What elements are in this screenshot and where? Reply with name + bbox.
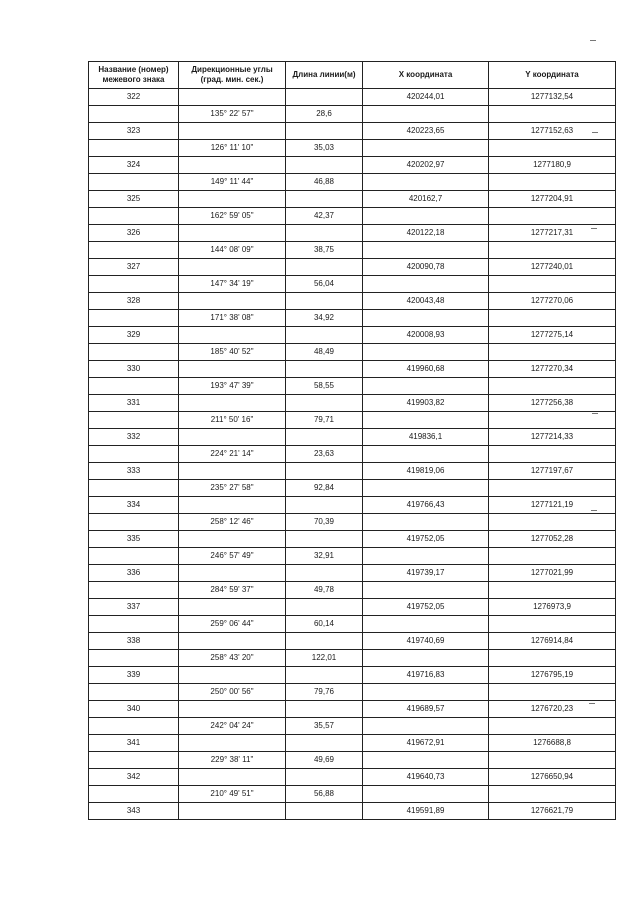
cell-length: 34,92 [286,310,363,327]
scan-mark [591,228,597,229]
cell-angle [179,191,286,208]
cell-num: 326 [89,225,179,242]
cell-y [489,106,616,123]
cell-x: 419672,91 [363,735,489,752]
table-row [89,463,616,480]
table-row [89,514,616,531]
cell-angle [179,395,286,412]
table-body [89,89,616,820]
cell-angle [179,327,286,344]
header-angle: Дирекционные углы (град. мин. сек.) [179,62,286,89]
cell-num: 340 [89,701,179,718]
cell-y: 1277270,06 [489,293,616,310]
cell-angle [179,225,286,242]
cell-num [89,616,179,633]
scan-mark [592,413,598,414]
cell-x: 420223,65 [363,123,489,140]
cell-num [89,208,179,225]
cell-x: 420090,78 [363,259,489,276]
cell-num: 336 [89,565,179,582]
cell-y: 1277052,28 [489,531,616,548]
cell-length [286,191,363,208]
cell-angle: 211° 50' 16" [179,412,286,429]
scan-mark [592,132,598,133]
cell-y: 1277121,19 [489,497,616,514]
cell-y: 1277021,99 [489,565,616,582]
table-row [89,259,616,276]
cell-num: 330 [89,361,179,378]
cell-length: 56,04 [286,276,363,293]
table-row [89,293,616,310]
cell-x: 420162,7 [363,191,489,208]
cell-y [489,446,616,463]
table-row [89,565,616,582]
cell-num: 328 [89,293,179,310]
cell-y [489,480,616,497]
cell-length: 42,37 [286,208,363,225]
cell-length: 60,14 [286,616,363,633]
table-row [89,174,616,191]
cell-length: 38,75 [286,242,363,259]
cell-length [286,497,363,514]
cell-x [363,276,489,293]
cell-y: 1277214,33 [489,429,616,446]
cell-length [286,565,363,582]
table-row [89,684,616,701]
cell-angle [179,701,286,718]
cell-num [89,276,179,293]
cell-num: 327 [89,259,179,276]
table-row [89,769,616,786]
cell-angle [179,667,286,684]
cell-angle: 258° 43' 20" [179,650,286,667]
cell-x [363,310,489,327]
cell-x: 419752,05 [363,531,489,548]
table-row [89,446,616,463]
cell-x [363,106,489,123]
cell-angle: 250° 00' 56" [179,684,286,701]
cell-angle: 242° 04' 24" [179,718,286,735]
cell-num: 333 [89,463,179,480]
cell-x [363,514,489,531]
cell-x [363,174,489,191]
cell-length: 46,88 [286,174,363,191]
table-row [89,89,616,106]
cell-length [286,157,363,174]
cell-y [489,752,616,769]
cell-angle [179,497,286,514]
table-row [89,599,616,616]
cell-num [89,718,179,735]
cell-num: 323 [89,123,179,140]
cell-length [286,769,363,786]
cell-angle: 171° 38' 08" [179,310,286,327]
cell-x [363,208,489,225]
table-header-row [89,62,616,89]
cell-num [89,650,179,667]
cell-y [489,514,616,531]
cell-length [286,395,363,412]
cell-x: 420043,48 [363,293,489,310]
cell-length: 35,03 [286,140,363,157]
cell-num [89,242,179,259]
cell-length: 79,71 [286,412,363,429]
cell-x [363,548,489,565]
table-row [89,718,616,735]
cell-angle: 147° 34' 19" [179,276,286,293]
cell-x [363,582,489,599]
cell-x: 420008,93 [363,327,489,344]
cell-angle [179,259,286,276]
cell-angle: 258° 12' 46" [179,514,286,531]
table-row [89,735,616,752]
header-x: X координата [363,62,489,89]
cell-angle [179,89,286,106]
cell-length: 28,6 [286,106,363,123]
cell-y [489,412,616,429]
cell-y: 1277197,67 [489,463,616,480]
table-row [89,786,616,803]
cell-num: 335 [89,531,179,548]
cell-y [489,786,616,803]
table-row [89,310,616,327]
cell-x [363,786,489,803]
cell-y: 1277132,54 [489,89,616,106]
cell-num [89,174,179,191]
cell-angle [179,599,286,616]
table-row [89,344,616,361]
cell-length: 92,84 [286,480,363,497]
cell-num: 331 [89,395,179,412]
table-row [89,429,616,446]
cell-num: 332 [89,429,179,446]
cell-x [363,412,489,429]
cell-y: 1277275,14 [489,327,616,344]
cell-y [489,140,616,157]
header-num: Название (номер) межевого знака [89,62,179,89]
table-row [89,327,616,344]
cell-length [286,361,363,378]
cell-x: 419591,89 [363,803,489,820]
cell-y [489,378,616,395]
cell-x: 419640,73 [363,769,489,786]
table-row [89,497,616,514]
cell-num [89,752,179,769]
table-row [89,395,616,412]
table-row [89,106,616,123]
cell-x: 419836,1 [363,429,489,446]
scan-mark [591,510,597,511]
cell-x [363,718,489,735]
cell-angle: 224° 21' 14" [179,446,286,463]
cell-length: 49,78 [286,582,363,599]
cell-angle: 284° 59' 37" [179,582,286,599]
cell-y: 1277217,31 [489,225,616,242]
table-row [89,667,616,684]
cell-length [286,429,363,446]
cell-num [89,378,179,395]
cell-length: 48,49 [286,344,363,361]
cell-x: 420202,97 [363,157,489,174]
cell-y [489,276,616,293]
table-row [89,480,616,497]
cell-length: 23,63 [286,446,363,463]
table-row [89,242,616,259]
cell-num: 338 [89,633,179,650]
cell-angle [179,735,286,752]
table-row [89,803,616,820]
cell-num [89,582,179,599]
table-row [89,225,616,242]
table-row [89,208,616,225]
cell-angle: 144° 08' 09" [179,242,286,259]
cell-x: 419739,17 [363,565,489,582]
cell-length [286,293,363,310]
coordinates-table [88,61,616,820]
cell-y [489,616,616,633]
table-row [89,140,616,157]
cell-length: 56,88 [286,786,363,803]
cell-length: 70,39 [286,514,363,531]
cell-num [89,446,179,463]
cell-num: 324 [89,157,179,174]
cell-length [286,667,363,684]
cell-length [286,531,363,548]
header-y: Y координата [489,62,616,89]
table-row [89,701,616,718]
cell-y: 1277152,63 [489,123,616,140]
cell-length [286,735,363,752]
cell-y: 1276973,9 [489,599,616,616]
scan-mark [589,703,595,704]
cell-x [363,616,489,633]
cell-y: 1276795,19 [489,667,616,684]
cell-num [89,344,179,361]
cell-x [363,650,489,667]
cell-y [489,582,616,599]
cell-angle: 229° 38' 11" [179,752,286,769]
cell-y [489,242,616,259]
cell-length [286,633,363,650]
cell-length [286,259,363,276]
cell-x [363,378,489,395]
cell-num [89,786,179,803]
cell-angle [179,293,286,310]
cell-num [89,548,179,565]
cell-angle [179,157,286,174]
cell-angle: 193° 47' 39" [179,378,286,395]
cell-angle: 162° 59' 05" [179,208,286,225]
cell-y: 1277240,01 [489,259,616,276]
cell-num [89,412,179,429]
cell-num: 325 [89,191,179,208]
cell-angle: 235° 27' 58" [179,480,286,497]
cell-x [363,480,489,497]
cell-length: 58,55 [286,378,363,395]
cell-y: 1277180,9 [489,157,616,174]
cell-y [489,548,616,565]
cell-num: 337 [89,599,179,616]
cell-x: 419960,68 [363,361,489,378]
cell-x: 420122,18 [363,225,489,242]
cell-length [286,701,363,718]
cell-y [489,650,616,667]
cell-angle: 259° 06' 44" [179,616,286,633]
cell-length [286,89,363,106]
cell-y: 1277256,38 [489,395,616,412]
cell-y [489,344,616,361]
cell-x [363,684,489,701]
cell-length: 35,57 [286,718,363,735]
table-row [89,616,616,633]
table-row [89,191,616,208]
cell-y: 1276688,8 [489,735,616,752]
cell-y [489,208,616,225]
cell-x [363,344,489,361]
cell-num: 343 [89,803,179,820]
cell-num [89,480,179,497]
table-row [89,531,616,548]
cell-angle: 210° 49' 51" [179,786,286,803]
cell-num: 341 [89,735,179,752]
cell-angle: 185° 40' 52" [179,344,286,361]
cell-length [286,123,363,140]
cell-y [489,684,616,701]
cell-angle [179,565,286,582]
cell-angle [179,803,286,820]
cell-x: 419819,06 [363,463,489,480]
cell-length [286,225,363,242]
table-row [89,752,616,769]
cell-length: 122,01 [286,650,363,667]
table-row [89,548,616,565]
cell-x [363,446,489,463]
cell-y: 1276914,84 [489,633,616,650]
cell-angle [179,769,286,786]
cell-x: 420244,01 [363,89,489,106]
cell-length [286,599,363,616]
cell-num [89,310,179,327]
cell-length: 79,76 [286,684,363,701]
cell-x: 419766,43 [363,497,489,514]
cell-x: 419716,83 [363,667,489,684]
cell-num [89,140,179,157]
cell-angle: 246° 57' 49" [179,548,286,565]
cell-length: 49,69 [286,752,363,769]
table-row [89,582,616,599]
cell-y: 1276650,94 [489,769,616,786]
cell-x: 419903,82 [363,395,489,412]
cell-angle: 149° 11' 44" [179,174,286,191]
cell-angle [179,531,286,548]
cell-y: 1277270,34 [489,361,616,378]
cell-length [286,803,363,820]
table-row [89,157,616,174]
cell-y: 1276720,23 [489,701,616,718]
cell-num: 342 [89,769,179,786]
cell-y [489,174,616,191]
cell-y: 1277204,91 [489,191,616,208]
cell-x: 419740,69 [363,633,489,650]
cell-x [363,140,489,157]
cell-num [89,684,179,701]
scan-mark [590,40,596,41]
cell-num: 329 [89,327,179,344]
cell-x [363,242,489,259]
cell-length [286,463,363,480]
table-row [89,361,616,378]
table-row [89,276,616,293]
cell-angle [179,123,286,140]
table-row [89,633,616,650]
cell-angle: 126° 11' 10" [179,140,286,157]
header-length: Длина линии(м) [286,62,363,89]
table-row [89,650,616,667]
cell-length: 32,91 [286,548,363,565]
cell-num: 322 [89,89,179,106]
table-row [89,412,616,429]
cell-x: 419752,05 [363,599,489,616]
table-row [89,378,616,395]
cell-length [286,327,363,344]
cell-angle [179,463,286,480]
cell-y [489,718,616,735]
cell-angle [179,429,286,446]
cell-y [489,310,616,327]
cell-y: 1276621,79 [489,803,616,820]
cell-num: 339 [89,667,179,684]
table-row [89,123,616,140]
cell-x [363,752,489,769]
cell-angle: 135° 22' 57" [179,106,286,123]
cell-num: 334 [89,497,179,514]
cell-angle [179,633,286,650]
cell-angle [179,361,286,378]
cell-num [89,514,179,531]
cell-x: 419689,57 [363,701,489,718]
cell-num [89,106,179,123]
